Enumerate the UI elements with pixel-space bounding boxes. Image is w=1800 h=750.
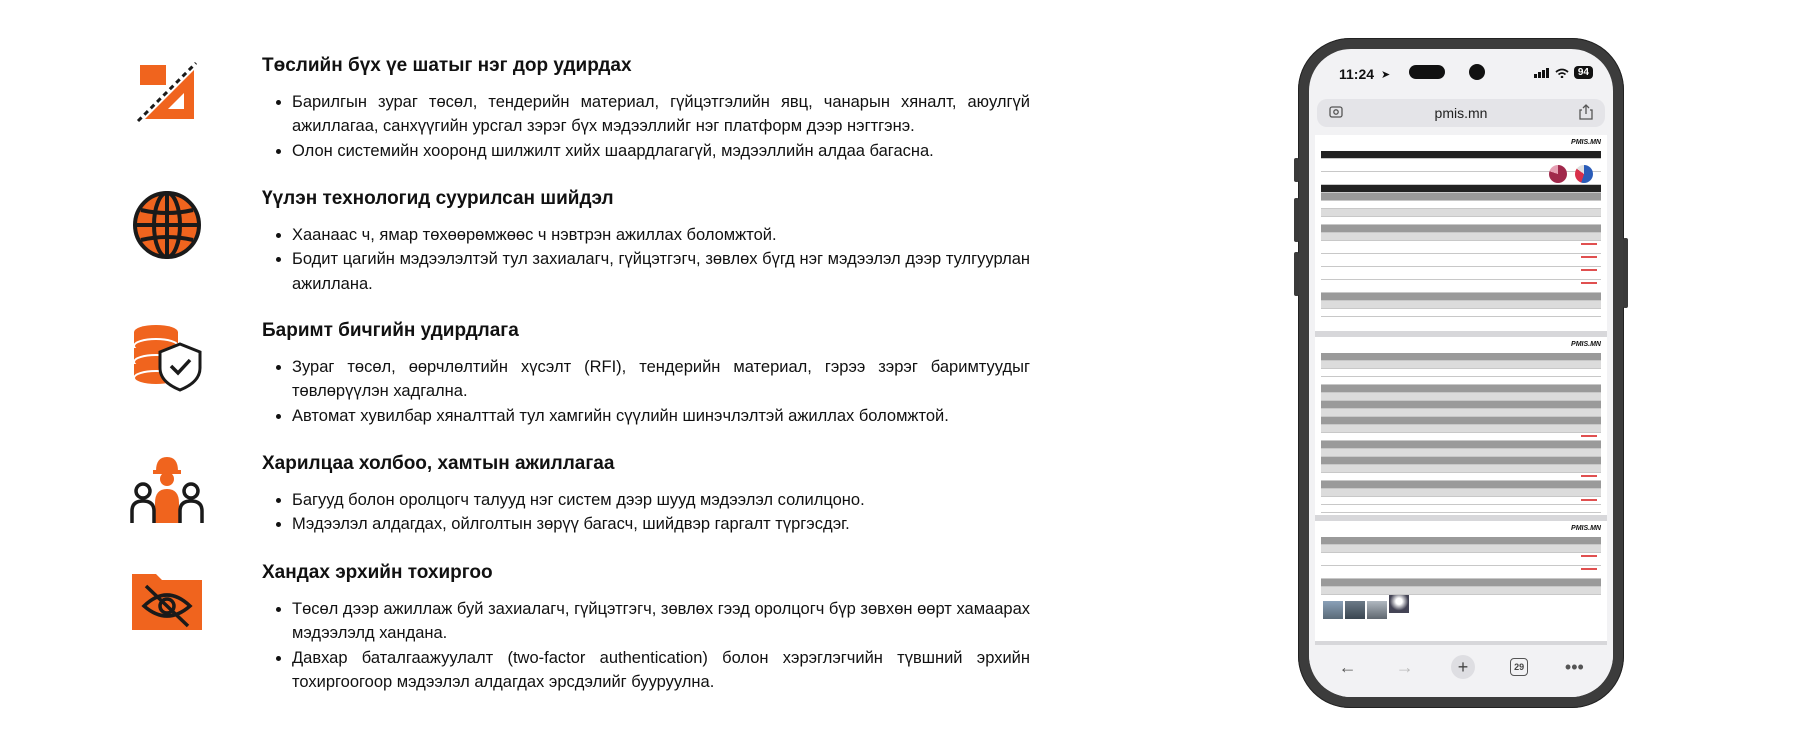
feature-bullet: • Олон системийн хооронд шилжилт хийх шаардлагагүй, мэдээллийн алдаа багасна. (292, 139, 1030, 164)
url-text[interactable]: pmis.mn (1434, 105, 1488, 121)
document-preview[interactable] (1315, 135, 1607, 645)
front-camera (1469, 64, 1485, 80)
doc-page (1315, 135, 1607, 331)
phone-screen (1309, 49, 1613, 697)
ruler-triangle-icon (130, 55, 204, 129)
site-photo (1345, 601, 1365, 619)
team-workers-icon (130, 453, 204, 527)
feature-bullet: • Мэдээлэл алдагдах, ойлголтын зөрүү багасч, шийдвэр гаргалт түргэсдэг. (292, 512, 1030, 537)
location-arrow-icon: ➤ (1381, 69, 1391, 81)
site-photo (1367, 601, 1387, 619)
wifi-icon (1555, 68, 1569, 78)
phone-volume-down-button (1294, 252, 1299, 296)
feature-bullet: • Автомат хувилбар хяналттай тул хамгийн сүүлийн шинэчлэлтэй ажиллах боломжтой. (292, 404, 1030, 429)
doc-page (1315, 521, 1607, 641)
dynamic-island (1409, 65, 1445, 79)
hidden-folder-icon (130, 562, 204, 636)
tab-count-button[interactable]: 29 (1510, 658, 1528, 676)
status-time: 11:24 (1339, 66, 1375, 82)
phone-volume-up-button (1294, 198, 1299, 242)
feature-bullet: • Хаанаас ч, ямар төхөөрөмжөөс ч нэвтрэн ажиллах боломжтой. (292, 223, 1030, 248)
doc-donut-chart (1575, 165, 1593, 183)
doc-donut-chart (1549, 165, 1567, 183)
doc-brand-logo: PMIS.MN (1571, 525, 1601, 532)
battery-level: 94 (1574, 66, 1593, 79)
feature-bullet: • Бодит цагийн мэдээлэлтэй тул захиалагч, гүйцэтгэгч, зөвлөх бүгд нэг мэдээлэл дээр тулгуурлан ажиллана. (292, 247, 1030, 296)
status-bar (1309, 49, 1613, 93)
globe-icon (130, 188, 204, 262)
phone-power-button (1623, 238, 1628, 308)
address-bar[interactable] (1317, 99, 1605, 127)
signal-icon (1534, 68, 1550, 78)
page-settings-icon[interactable] (1329, 105, 1343, 119)
forward-arrow-icon[interactable]: → (1395, 656, 1414, 677)
browser-toolbar (1309, 645, 1613, 697)
site-photo (1389, 595, 1409, 613)
new-tab-plus-icon[interactable]: + (1451, 655, 1475, 679)
feature-bullet: • Төсөл дээр ажиллаж буй захиалагч, гүйцэтгэгч, зөвлөх гээд оролцогч бүр зөвхөн өөрт хамаарах мэдээлэлд хандана. (292, 597, 1030, 646)
feature-title: Үүлэн технологид суурилсан шийдэл (262, 188, 614, 209)
feature-title: Баримт бичгийн удирдлага (262, 320, 519, 341)
feature-title: Хандах эрхийн тохиргоо (262, 562, 493, 583)
feature-bullet: • Зураг төсөл, өөрчлөлтийн хүсэлт (RFI), тендерийн материал, гэрээ зэрэг баримтуудыг төвлөрүүлэн хадгална. (292, 355, 1030, 404)
feature-bullet: • Давхар баталгаажуулалт (two-factor authentication) болон хэрэглэгчийн түвшний эрхийн тохиргоогоор мэдээлэл алдагдах эрсдэлийг бууруулна. (292, 646, 1030, 695)
feature-bullet: • Барилгын зураг төсөл, тендерийн материал, гүйцэтгэлийн явц, чанарын хяналт, аюулгүй ажиллагаа, санхүүгийн урсгал зэрэг бүх мэдээллийг нэг платформ дээр нэгтгэнэ. (292, 90, 1030, 139)
site-photo (1323, 601, 1343, 619)
back-arrow-icon[interactable]: ← (1338, 656, 1357, 677)
feature-bullet: • Багууд болон оролцогч талууд нэг систем дээр шууд мэдээлэл солилцоно. (292, 488, 1030, 513)
doc-page (1315, 337, 1607, 515)
share-icon[interactable] (1579, 104, 1593, 120)
feature-title: Харилцаа холбоо, хамтын ажиллагаа (262, 453, 615, 474)
doc-brand-logo: PMIS.MN (1571, 341, 1601, 348)
database-shield-icon (130, 320, 204, 394)
doc-brand-logo: PMIS.MN (1571, 139, 1601, 146)
phone-mute-button (1294, 158, 1299, 182)
feature-title: Төслийн бүх үе шатыг нэг дор удирдах (262, 55, 632, 76)
phone-mockup (1298, 38, 1624, 708)
more-menu-icon[interactable]: ••• (1564, 656, 1584, 677)
